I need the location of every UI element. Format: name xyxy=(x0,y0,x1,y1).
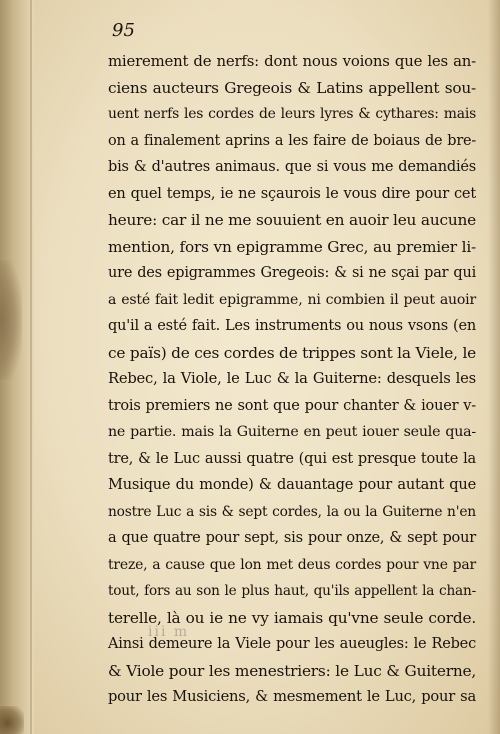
text-line: on a finalement aprins a les faire de boiaus de bre- xyxy=(108,132,476,149)
text-line: terelle, là ou ie ne vy iamais qu'vne seule corde. xyxy=(108,608,476,627)
text-line: uent nerfs les cordes de leurs lyres & cythares: mais xyxy=(108,106,476,122)
text-line: bis & d'autres animaus. que si vous me demandiés xyxy=(108,159,476,175)
signature-mark: iii m xyxy=(148,624,190,640)
text-line: & Viole pour les menestriers: le Luc & Guiterne, xyxy=(108,661,476,680)
text-line: tout, fors au son le plus haut, qu'ils appellent la chan- xyxy=(108,583,476,599)
text-line: qu'il a esté fait. Les instruments ou nous vsons (en xyxy=(108,318,476,334)
text-line: a esté fait ledit epigramme, ni combien il peut auoir xyxy=(108,291,476,308)
text-line: en quel temps, ie ne sçaurois le vous dire pour cet xyxy=(108,184,476,202)
text-line: ne partie. mais la Guiterne en peut iouer seule qua- xyxy=(108,424,476,440)
text-line: ciens aucteurs Gregeois & Latins appellent sou- xyxy=(108,78,476,97)
text-line: Rebec, la Viole, le Luc & la Guiterne: desquels les xyxy=(108,370,476,387)
text-line: ce païs) de ces cordes de trippes sont la Viele, le xyxy=(108,343,476,362)
text-line: trois premiers ne sont que pour chanter & iouer v- xyxy=(108,397,476,414)
text-line: heure: car il ne me souuient en auoir leu aucune xyxy=(108,211,476,229)
text-line: treze, a cause que lon met deus cordes pour vne par xyxy=(108,556,476,573)
text-line: nostre Luc a sis & sept cordes, la ou la Guiterne n'en xyxy=(108,503,476,520)
text-line: ure des epigrammes Gregeois: & si ne sçai par qui xyxy=(108,265,476,281)
text-line: a que quatre pour sept, sis pour onze, & sept pour xyxy=(108,530,476,546)
text-line: pour les Musiciens, & mesmement le Luc, pour sa xyxy=(108,688,476,705)
text-line: Musique du monde) & dauantage pour autant que xyxy=(108,476,476,493)
paper-stain xyxy=(0,260,22,380)
body-text xyxy=(108,48,476,711)
page-edge-shadow xyxy=(488,0,500,734)
paper-stain-bottom xyxy=(0,706,24,734)
text-line: mention, fors vn epigramme Grec, au premier li- xyxy=(108,237,476,256)
text-line: mierement de nerfs: dont nous voions que les an- xyxy=(108,52,476,70)
text-line: Ainsi demeure la Viele pour les aueugles: le Rebec xyxy=(108,636,476,652)
page-number: 95 xyxy=(112,20,135,41)
gutter-crease xyxy=(30,0,32,734)
text-line: tre, & le Luc aussi quatre (qui est presque toute la xyxy=(108,450,476,467)
